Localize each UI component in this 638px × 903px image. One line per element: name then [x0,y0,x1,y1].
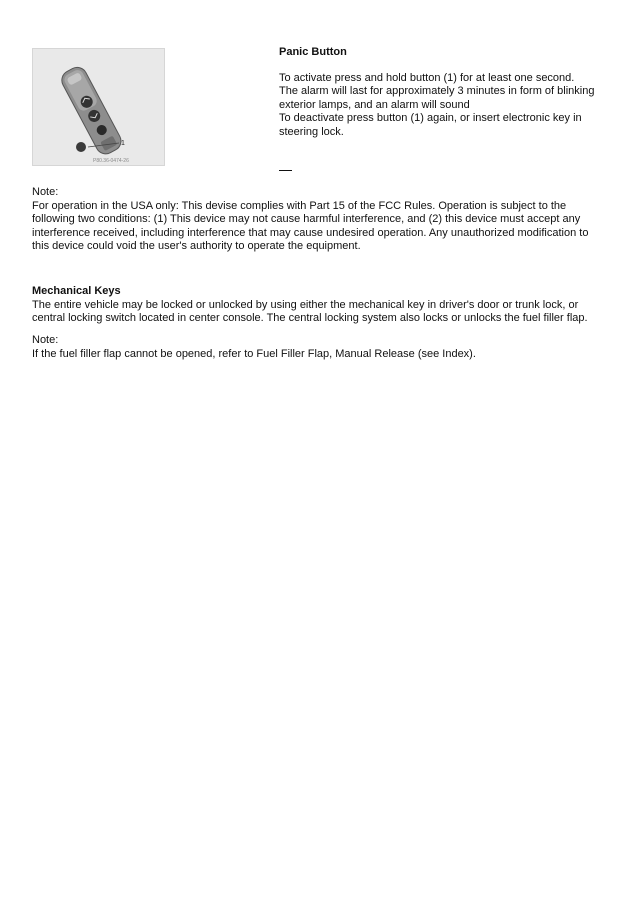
note-label: Note: [32,186,59,198]
note-label: Note: [32,334,59,346]
fuel-note [32,334,606,361]
panic-line: The alarm will last for approximately 3 minutes in form of blinking [279,85,595,97]
panic-line: exterior lamps, and an alarm will sound [279,98,470,111]
note-line: interference received, including interference that may cause undesired operation. Any unauthorized modification to [32,226,589,239]
mechanical-heading: Mechanical Keys [32,285,121,297]
electronic-key-fob-image [33,49,164,165]
mechanical-line: The entire vehicle may be locked or unlocked by using either the mechanical key in driver's door or trunk lock, or [32,298,579,311]
fcc-note [32,186,606,254]
mechanical-keys-section [32,285,606,326]
note-line: this device could void the user's authority to operate the equipment. [32,240,361,252]
note-line: following two conditions: (1) This device may not cause harmful interference, and (2) this device must accept any [32,213,581,225]
key-fob-figure [32,48,165,166]
panic-line: To activate press and hold button (1) for at least one second. [279,71,575,84]
figure-caption: P80.36-0474-26 [93,158,129,164]
panic-button-icon [76,142,86,152]
note-line: For operation in the USA only: This devise complies with Part 15 of the FCC Rules. Operation is subject to the [32,199,567,212]
section-divider [279,170,292,171]
panic-button-section [279,46,599,171]
mechanical-line: central locking switch located in center console. The central locking system also locks or unlocks the fuel filler flap. [32,312,588,324]
panic-heading: Panic Button [279,46,347,58]
panic-line: steering lock. [279,125,344,138]
note-text: If the fuel filler flap cannot be opened, refer to Fuel Filler Flap, Manual Release (see Index). [32,347,476,360]
callout-number: 1 [121,140,125,147]
panic-line: To deactivate press button (1) again, or insert electronic key in [279,112,582,124]
